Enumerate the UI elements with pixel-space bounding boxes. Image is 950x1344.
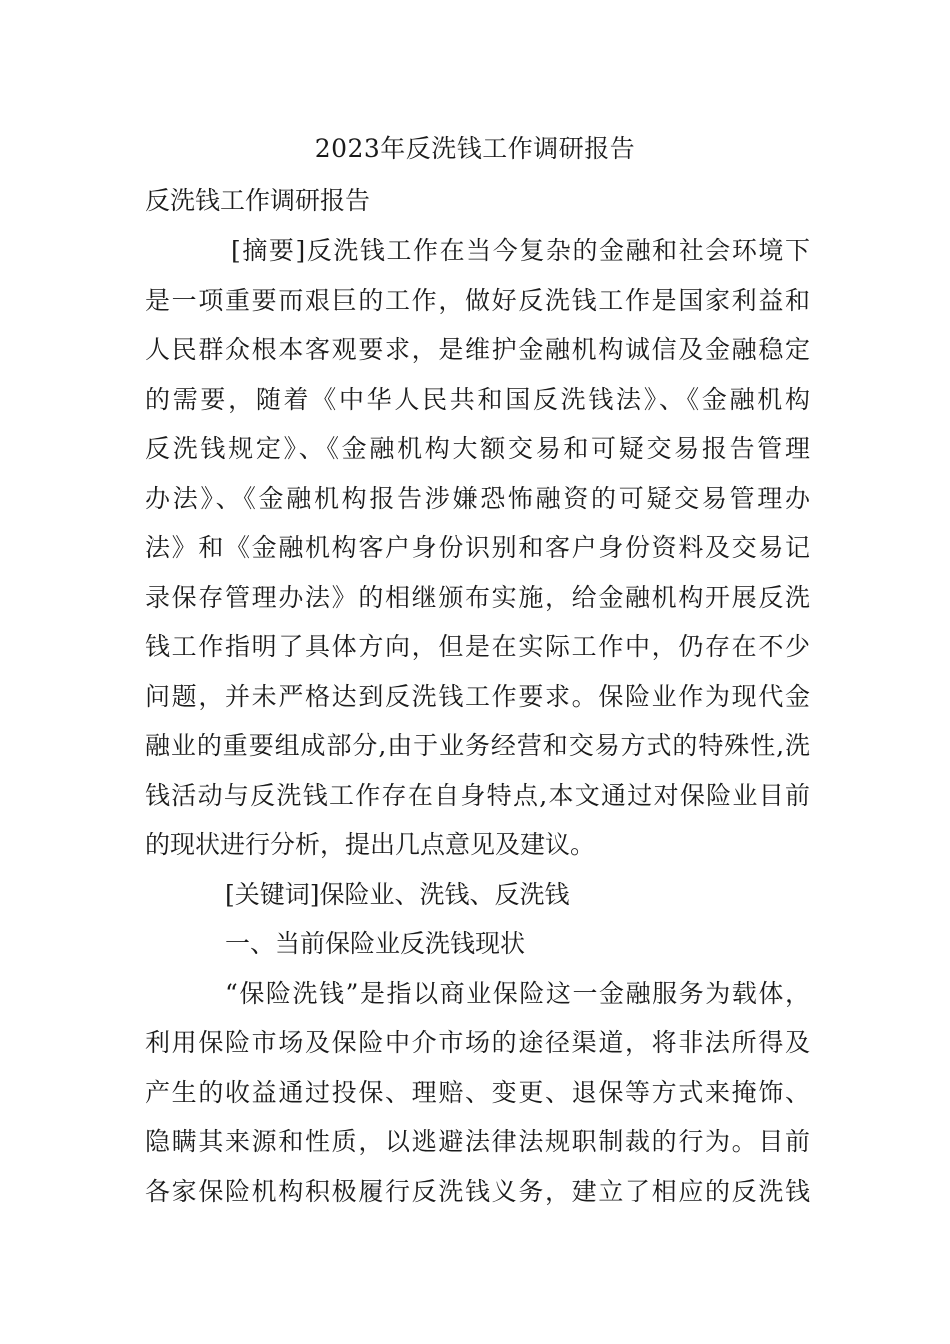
keywords-line: [关键词]保险业、洗钱、反洗钱 [225, 879, 570, 909]
document-subtitle: 反洗钱工作调研报告 [145, 186, 371, 215]
paragraph-line: 钱活动与反洗钱工作存在自身特点,本文通过对保险业目前 [145, 780, 810, 810]
paragraph-line: 融业的重要组成部分,由于业务经营和交易方式的特殊性,洗 [145, 731, 810, 760]
document-title: 2023年反洗钱工作调研报告 [314, 134, 636, 163]
section-heading: 一、当前保险业反洗钱现状 [225, 929, 526, 958]
paragraph-line: 各家保险机构积极履行反洗钱义务，建立了相应的反洗钱 [145, 1176, 810, 1206]
paragraph-line: 录保存管理办法》的相继颁布实施，给金融机构开展反洗 [145, 582, 810, 612]
document-body [145, 232, 810, 1222]
paragraph-line: 问题，并未严格达到反洗钱工作要求。保险业作为现代金 [145, 681, 810, 711]
paragraph-line: 的需要，随着《中华人民共和国反洗钱法》、《金融机构 [145, 384, 810, 414]
paragraph-line: 的现状进行分析，提出几点意见及建议。 [145, 830, 596, 859]
paragraph-line: 人民群众根本客观要求，是维护金融机构诚信及金融稳定 [145, 335, 810, 364]
paragraph-line: 隐瞒其来源和性质，以逃避法律法规职制裁的行为。目前 [145, 1127, 810, 1156]
paragraph-line: 利用保险市场及保险中介市场的途径渠道，将非法所得及 [145, 1028, 810, 1057]
paragraph-line: 反洗钱规定》、《金融机构大额交易和可疑交易报告管理 [145, 434, 810, 463]
paragraph-line: 是一项重要而艰巨的工作，做好反洗钱工作是国家利益和 [145, 285, 810, 315]
paragraph-line: [摘要]反洗钱工作在当今复杂的金融和社会环境下 [231, 236, 810, 265]
paragraph-line: 产生的收益通过投保、理赔、变更、退保等方式来掩饰、 [145, 1077, 810, 1107]
paragraph-line: 法》和《金融机构客户身份识别和客户身份资料及交易记 [145, 533, 810, 562]
paragraph-line: 办法》、《金融机构报告涉嫌恐怖融资的可疑交易管理办 [145, 483, 810, 513]
paragraph-line: “保险洗钱”是指以商业保险这一金融服务为载体， [225, 978, 810, 1008]
paragraph-line: 钱工作指明了具体方向，但是在实际工作中，仍存在不少 [145, 632, 810, 661]
